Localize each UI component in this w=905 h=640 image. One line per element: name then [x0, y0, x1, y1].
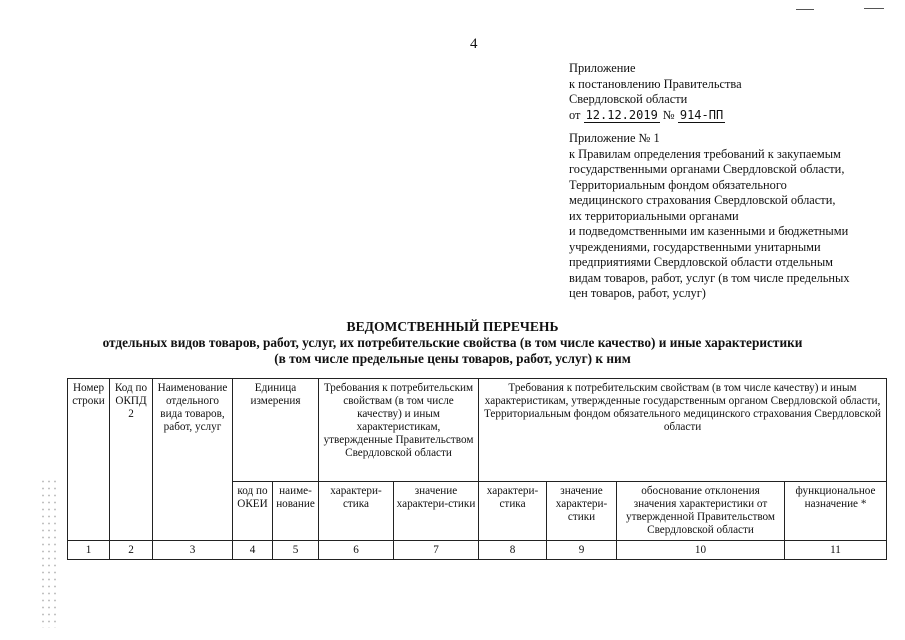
column-number: 2 [110, 541, 153, 560]
header-functional-purpose: функциональное назначение * [785, 482, 887, 541]
scan-artifact-line [796, 9, 814, 10]
column-number: 5 [273, 541, 319, 560]
appendix-1-line: к Правилам определения требований к закупаемым [569, 146, 841, 161]
number-prefix: № [662, 107, 675, 122]
appendix-1-line: учреждениями, государственными унитарными [569, 239, 821, 254]
header-agency-requirements: Требования к потребительским свойствам (в том числе качеству) и иным характеристикам, утвержденные государственным органом Свердловской области, Территориальным фондом обязательного медицинского страхования Свердловской области [479, 379, 887, 482]
appendix-1-line: цен товаров, работ, услуг) [569, 286, 706, 300]
header-characteristic: характери-стика [319, 482, 394, 541]
requirements-table [67, 378, 887, 560]
title-main: ВЕДОМСТВЕННЫЙ ПЕРЕЧЕНЬ [346, 319, 559, 334]
resolution-number: 914-ПП [679, 107, 724, 122]
appendix-line-1: Приложение [569, 61, 636, 75]
column-number: 6 [319, 541, 394, 560]
page-number: 4 [470, 36, 478, 52]
header-item-name: Наименование отдельного вида товаров, работ, услуг [153, 379, 233, 541]
header-characteristic-value: значение характери-стики [394, 482, 479, 541]
header-characteristic: характери-стика [479, 482, 547, 541]
column-number: 8 [479, 541, 547, 560]
appendix-1-line: и подведомственными им казенными и бюджетными [569, 224, 849, 238]
header-okei-code: код по ОКЕИ [233, 482, 273, 541]
appendix-header [569, 61, 889, 123]
column-number: 10 [617, 541, 785, 560]
column-number-row [68, 541, 887, 560]
title-line-2: отдельных видов товаров, работ, услуг, их потребительские свойства (в том числе качество) и иные характеристики [102, 335, 803, 350]
column-number: 7 [394, 541, 479, 560]
appendix-date-line [569, 108, 889, 124]
appendix-1-line: их территориальными органами [569, 208, 739, 223]
header-deviation-justification: обоснование отклонения значения характеристики от утвержденной Правительством Свердловской области [617, 482, 785, 541]
column-number: 11 [785, 541, 887, 560]
appendix-1-line: видам товаров, работ, услуг (в том числе предельных [569, 270, 850, 285]
appendix-1-line: Приложение № 1 [569, 131, 660, 145]
column-number: 3 [153, 541, 233, 560]
appendix-1-line: предприятиями Свердловской области отдельным [569, 255, 834, 269]
column-number: 9 [547, 541, 617, 560]
date-prefix: от [569, 107, 581, 122]
header-row-number: Номер строки [68, 379, 110, 541]
appendix-1-line: государственными органами Свердловской области, [569, 162, 845, 176]
column-number: 1 [68, 541, 110, 560]
resolution-date: 12.12.2019 [585, 107, 658, 122]
scan-artifact-dots [40, 478, 60, 628]
header-okpd-code: Код по ОКПД 2 [110, 379, 153, 541]
appendix-1-line: медицинского страхования Свердловской области, [569, 193, 836, 207]
appendix-1-line: Территориальным фондом обязательного [569, 177, 787, 192]
header-government-requirements: Требования к потребительским свойствам (в том числе качеству) и иным характеристикам, утвержденные Правительством Свердловской области [319, 379, 479, 482]
header-unit-name: наиме-нование [273, 482, 319, 541]
header-characteristic-value: значение характери-стики [547, 482, 617, 541]
document-title [0, 319, 905, 367]
appendix-line-2: к постановлению Правительства [569, 76, 742, 91]
appendix-1-header [569, 131, 889, 302]
header-unit: Единица измерения [233, 379, 319, 482]
appendix-line-3: Свердловской области [569, 92, 688, 106]
scan-artifact-line [864, 8, 884, 9]
title-line-3: (в том числе предельные цены товаров, работ, услуг) к ним [274, 351, 631, 366]
column-number: 4 [233, 541, 273, 560]
